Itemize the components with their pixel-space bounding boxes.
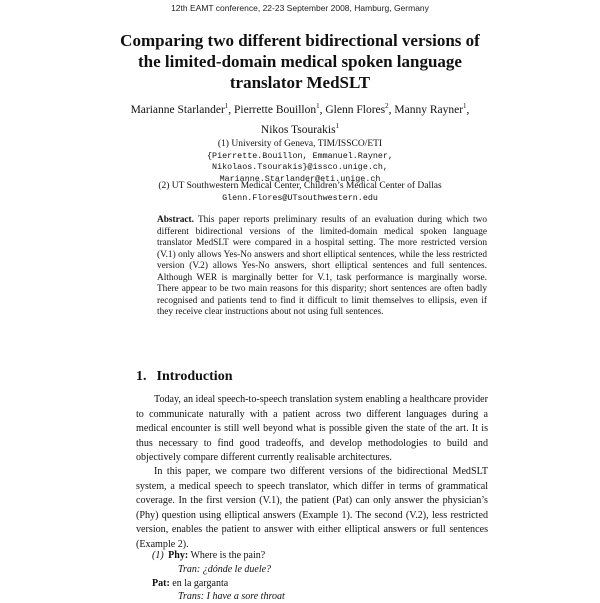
example-number: (1): [152, 550, 164, 561]
title-line-2: the limited-domain medical spoken language: [138, 52, 462, 71]
paper-title: [100, 30, 500, 93]
abstract-text: This paper reports preliminary results of an evaluation during which two different bidirectional versions of the limited-domain medical spoken language translator MedSLT were compared in a hospital setting. The more restricted version (V.1) only allows Yes-No answers and short elliptical sentences, while the less restricted version (V.2) allows Yes-No answers, short elliptical sentences and full sentences. Although WER is marginally better for V.1, task performance is marginally worse. There appear to be two main reasons for this disparity; short sentences are often badly recognised and patients tend to find it difficult to limit themselves to ellipsis, even if they receive clear instructions about not using full sentences.: [157, 215, 487, 317]
section-number: 1.: [136, 369, 147, 384]
abstract-label: Abstract.: [157, 215, 194, 225]
affiliation-2-email: Glenn.Flores@UTsouthwestern.edu: [222, 192, 378, 203]
paragraph-1: Today, an ideal speech-to-speech translation system enabling a healthcare provider to communicate naturally with a patient across two different languages during a medical encounter is still well beyond what is possible given the state of the art. It is thus necessary to find good tradeoffs, and develop methodologies to build and objectively compare different currently realisable architectures.: [136, 394, 488, 463]
author: Nikos Tsourakis$^1$: [260, 121, 340, 136]
speaker-label-phy: Phy:: [168, 550, 189, 561]
affiliation-1-email-line-1: {Pierrette.Bouillon, Emmanuel.Rayner,: [207, 150, 393, 161]
example-1-translation-1: Tran: ¿dónde le duele?: [178, 564, 272, 575]
phy-utterance: Where is the pain?: [188, 550, 266, 561]
author: Glenn Flores$^2$,: [325, 102, 392, 116]
section-title: Introduction: [156, 369, 233, 384]
author: Marianne Starlander$^1$,: [130, 102, 232, 116]
example-1-physician-line: [152, 549, 265, 562]
affiliation-1: [90, 139, 510, 185]
speaker-label-pat: Pat:: [152, 578, 170, 589]
author: Pierrette Bouillon$^1$,: [234, 102, 323, 116]
affiliation-2: [90, 181, 510, 204]
title-line-3: translator MedSLT: [229, 73, 371, 92]
example-1-translation-2: Trans: I have a sore throat: [178, 591, 285, 602]
paragraph-2: In this paper, we compare two different versions of the bidirectional MedSLT system, a medical speech to speech translator, which differ in terms of grammatical coverage. In the first version (V.1), the patient (Pat) can only answer the physician’s (Phy) question using elliptical answers (Example 1). The second (V.2), less restricted version, enables the patient to answer with either elliptical answers or full sentences (Example 2).: [136, 466, 488, 550]
title-line-1: Comparing two different bidirectional versions of: [120, 31, 480, 50]
section-heading: [136, 369, 232, 385]
author-list: [110, 98, 490, 138]
affiliation-1-email-line-3: Marianne.Starlander@eti.unige.ch: [219, 173, 381, 184]
affiliation-2-label: (2) UT Southwestern Medical Center, Children’s Medical Center of Dallas: [158, 181, 442, 191]
pat-utterance: en la garganta: [169, 578, 229, 589]
affiliation-1-email-line-2: Nikolaos.Tsourakis}@issco.unige.ch,: [212, 162, 388, 172]
affiliation-1-label: (1) University of Geneva, TIM/ISSCO/ETI: [217, 139, 383, 149]
abstract: [157, 215, 487, 319]
running-header: 12th EAMT conference, 22-23 September 2008, Hamburg, Germany: [171, 3, 429, 13]
example-1-patient-line: [152, 577, 228, 590]
author: Manny Rayner$^1$,: [394, 102, 470, 116]
